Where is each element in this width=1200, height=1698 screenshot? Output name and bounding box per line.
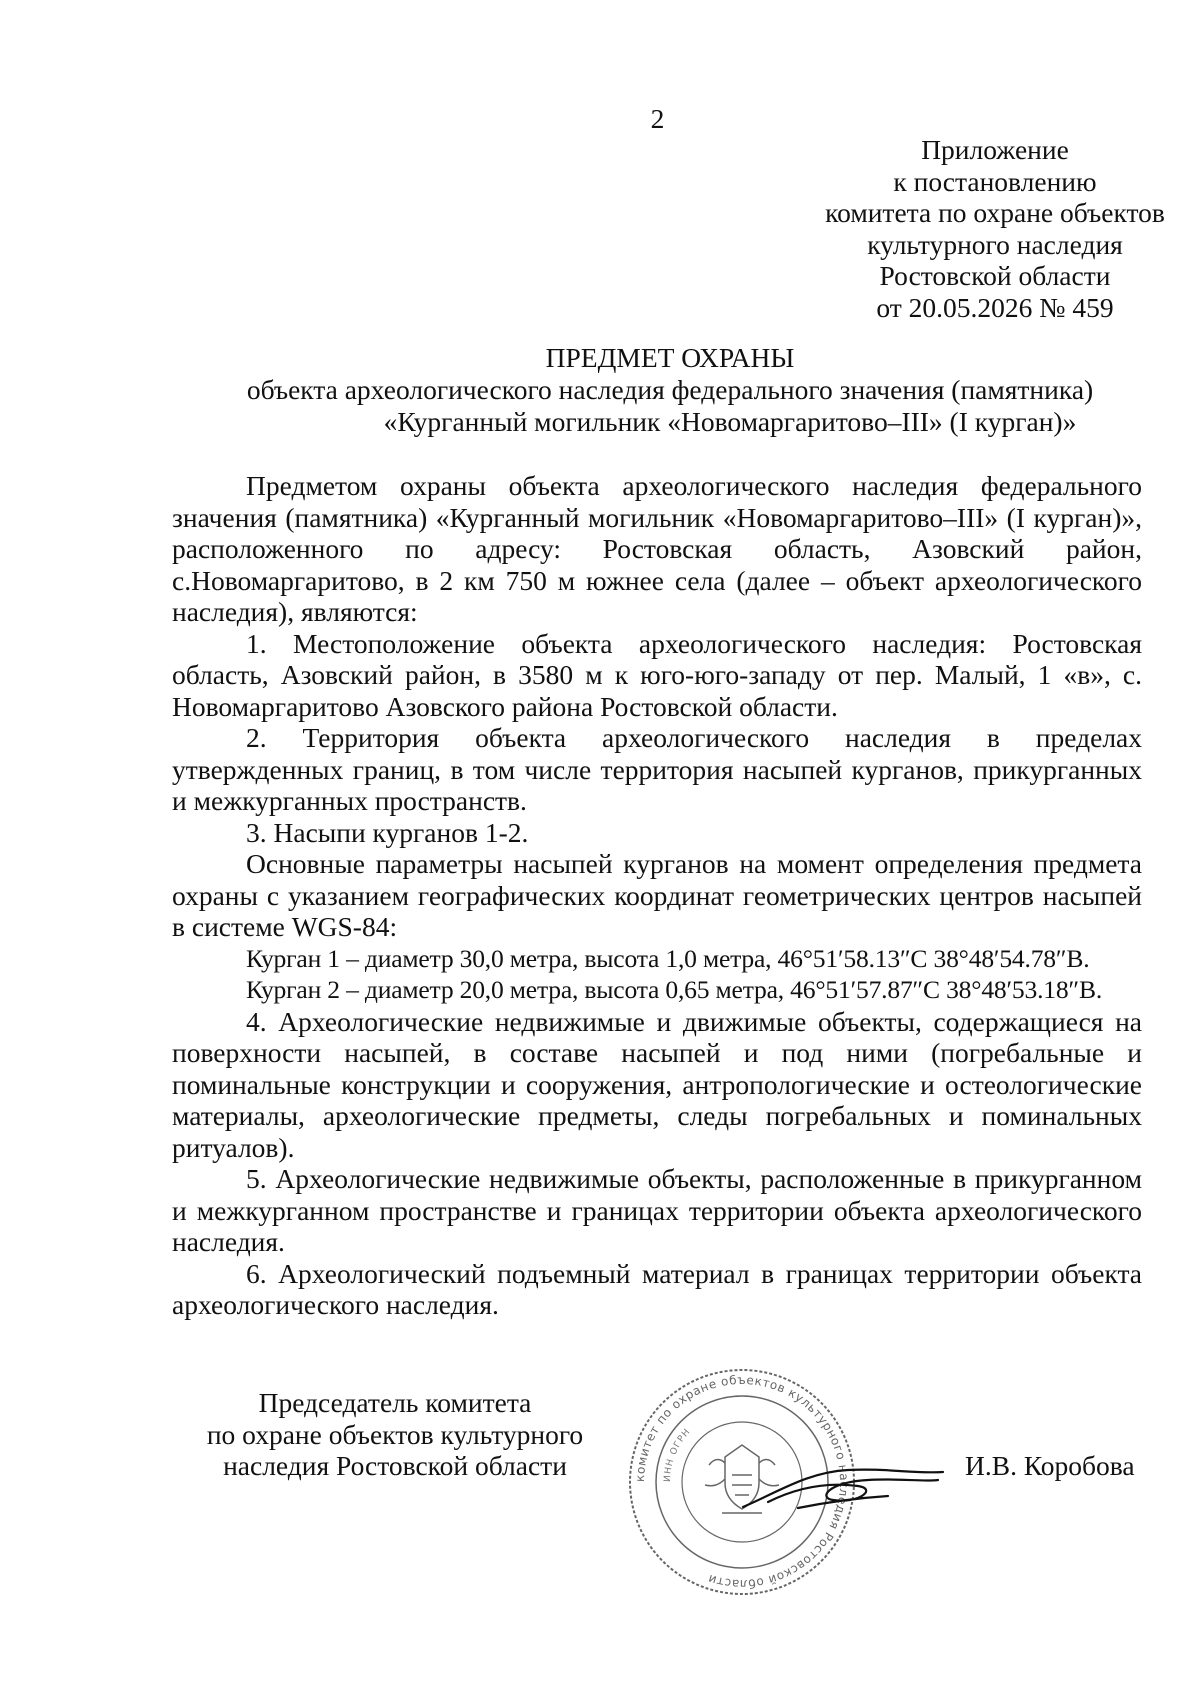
appendix-line: Ростовской области [879,260,1111,291]
paragraph-item-6: 6. Археологический подъемный материал в границах территории объекта археологического наследия. [172,1257,1142,1320]
paragraph-item-2: 2. Территория объекта археологического наследия в пределах утвержденных границ, в том числе территория насыпей курганов, прикурганных и межкурганных пространств. [172,722,1142,816]
appendix-line: культурного наследия [867,228,1123,260]
document-title [170,342,1170,438]
paragraph-intro: Предметом охраны объекта археологического наследия федерального значения (памятника) «Курганный могильник «Новомаргаритово–III» (I курган)», расположенного по адресу: Ростовская область, Азовский район, с.Новомаргаритово, в 2 км 750 м южнее села (далее – объект археологического наследия), являются: [172,470,1142,627]
paragraph-item-3: 3. Насыпи курганов 1-2. [246,816,529,848]
paragraph-params: Основные параметры насыпей курганов на момент определения предмета охраны с указанием географических координат геометрических центров насыпей в системе WGS-84: [172,848,1142,942]
signatory-position-line: по охране объектов культурного [206,1418,584,1450]
signatory-position-line: Председатель комитета [258,1387,532,1418]
signatory-name: И.В. Коробова [965,1450,1135,1481]
appendix-line: Приложение [921,134,1069,165]
appendix-line: к постановлению [893,165,1097,197]
document-body [172,470,1142,1321]
appendix-line: комитета по охране объектов [825,197,1165,228]
signatory-position-line: наследия Ростовской области [223,1450,567,1481]
title-subject: объекта археологического наследия федерального значения (памятника) [246,374,1094,405]
appendix-header [735,134,1200,323]
paragraph-item-4: 4. Археологические недвижимые и движимые объекты, содержащиеся на поверхности насыпей, в составе насыпей и под ними (погребальные и поминальные конструкции и сооружения, антропологические и остеологические материалы, археологические предметы, следы погребальных и поминальных ритуалов). [172,1005,1142,1163]
title-heading: ПРЕДМЕТ ОХРАНЫ [545,342,795,373]
seal-inner-text: ИНН ОГРН [662,1426,693,1483]
paragraph-item-1: 1. Местоположение объекта археологического наследия: Ростовская область, Азовский район, в 3580 м к юго-юго-западу от пер. Малый, 1 «в», с. Новомаргаритово Азовского района Ростовской области. [172,627,1142,722]
appendix-line: от 20.05.2026 № 459 [876,291,1114,323]
page-number: 2 [650,103,665,134]
seal-outer-text: комитет по охране объектов культурного наследия Ростовской области [632,1372,852,1592]
paragraph-kurgan-1: Курган 1 – диаметр 30,0 метра, высота 1,0 метра, 46°51′58.13″С 38°48′54.78″В. [246,943,1090,973]
paragraph-kurgan-2: Курган 2 – диаметр 20,0 метра, высота 0,65 метра, 46°51′57.87″С 38°48′53.18″В. [246,975,1103,1004]
paragraph-item-5: 5. Археологические недвижимые объекты, расположенные в прикурганном и межкурганном пространстве и границах территории объекта археологического наследия. [172,1163,1142,1257]
handwritten-signature [738,1452,948,1522]
title-object-name: «Курганный могильник «Новомаргаритово–III» (I курган)» [383,406,1077,437]
signatory-position [175,1387,615,1482]
